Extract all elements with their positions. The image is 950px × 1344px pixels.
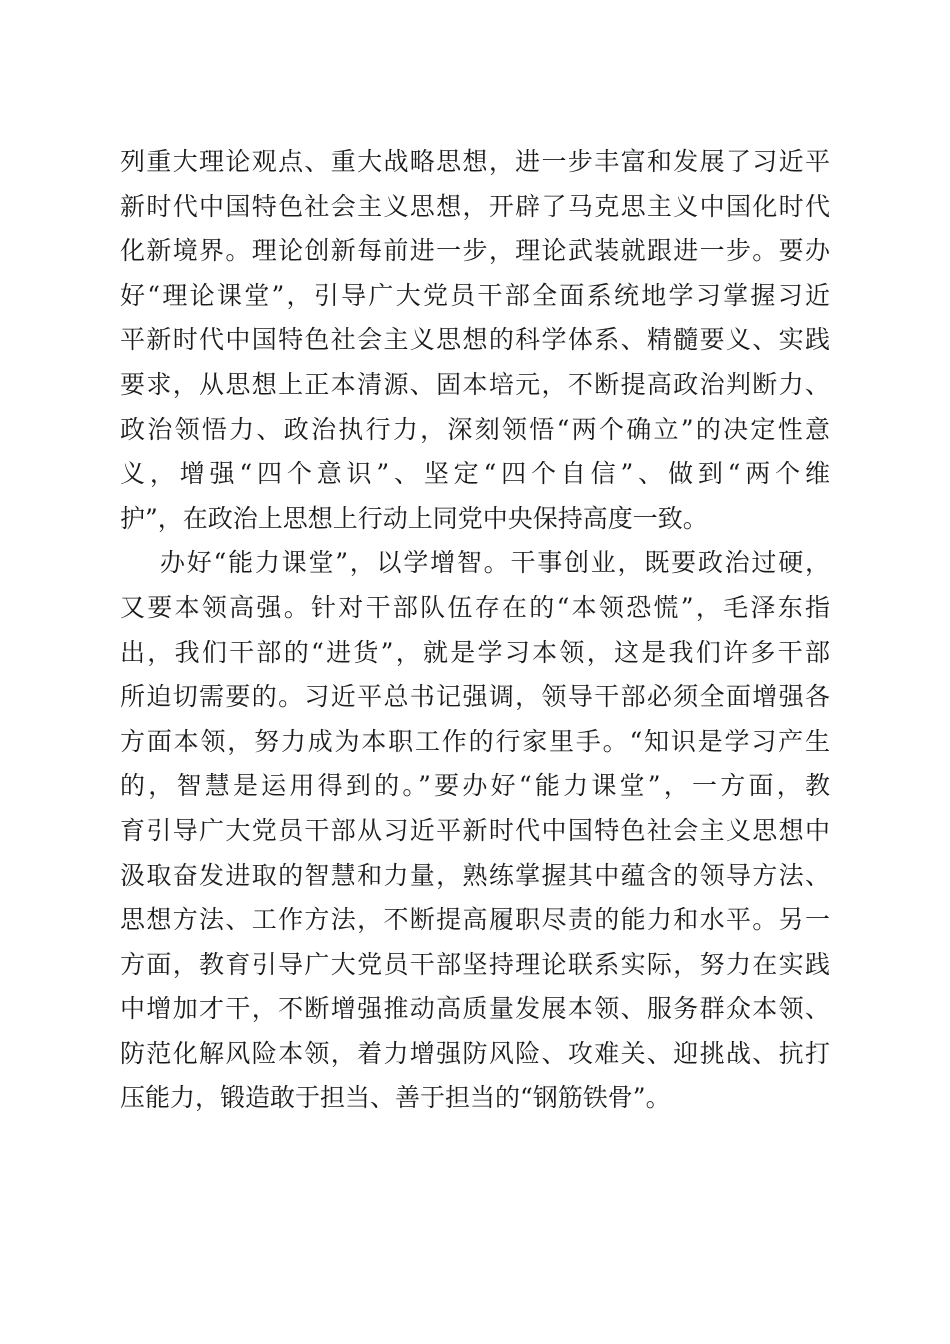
text-line: 要求，从思想上正本清源、固本培元，不断提高政治判断力、: [120, 369, 830, 399]
paragraph-start-line: 办好“能力课堂”，以学增智。干事创业，既要政治过硬，: [160, 548, 830, 578]
text-line: 化新境界。理论创新每前进一步，理论武装就跟进一步。要办: [120, 236, 830, 266]
text-line: 新时代中国特色社会主义思想，开辟了马克思主义中国化时代: [120, 191, 830, 221]
text-line: 列重大理论观点、重大战略思想，进一步丰富和发展了习近平: [120, 147, 830, 176]
body-text: [120, 140, 830, 1121]
text-line: 防范化解风险本领，着力增强防风险、攻难关、迎挑战、抗打: [120, 1038, 830, 1068]
text-line: 方面，教育引导广大党员干部坚持理论联系实际，努力在实践: [120, 949, 830, 979]
text-line: 护”，在政治上思想上行动上同党中央保持高度一致。: [120, 503, 708, 533]
text-line: 汲取奋发进取的智慧和力量，熟练掌握其中蕴含的领导方法、: [120, 860, 830, 890]
text-line: 出，我们干部的“进货”，就是学习本领，这是我们许多干部: [120, 637, 830, 667]
text-line: 中增加才干，不断增强推动高质量发展本领、服务群众本领、: [120, 994, 830, 1024]
text-line: 好“理论课堂”，引导广大党员干部全面系统地学习掌握习近: [120, 280, 830, 310]
text-line: 义，增强“四个意识”、坚定“四个自信”、做到“两个维: [120, 459, 830, 489]
text-line: 方面本领，努力成为本职工作的行家里手。“知识是学习产生: [120, 726, 830, 756]
text-line: 的，智慧是运用得到的。”要办好“能力课堂”，一方面，教: [120, 771, 830, 801]
text-line: 政治领悟力、政治执行力，深刻领悟“两个确立”的决定性意: [120, 414, 830, 444]
text-line: 所迫切需要的。习近平总书记强调，领导干部必须全面增强各: [120, 682, 830, 712]
text-line: 育引导广大党员干部从习近平新时代中国特色社会主义思想中: [120, 815, 830, 845]
text-line: 又要本领高强。针对干部队伍存在的“本领恐慌”，毛泽东指: [120, 592, 830, 622]
text-line: 平新时代中国特色社会主义思想的科学体系、精髓要义、实践: [120, 325, 830, 355]
text-line: 压能力，锻造敢于担当、善于担当的“钢筋铁骨”。: [120, 1083, 671, 1113]
text-line: 思想方法、工作方法，不断提高履职尽责的能力和水平。另一: [120, 905, 830, 935]
